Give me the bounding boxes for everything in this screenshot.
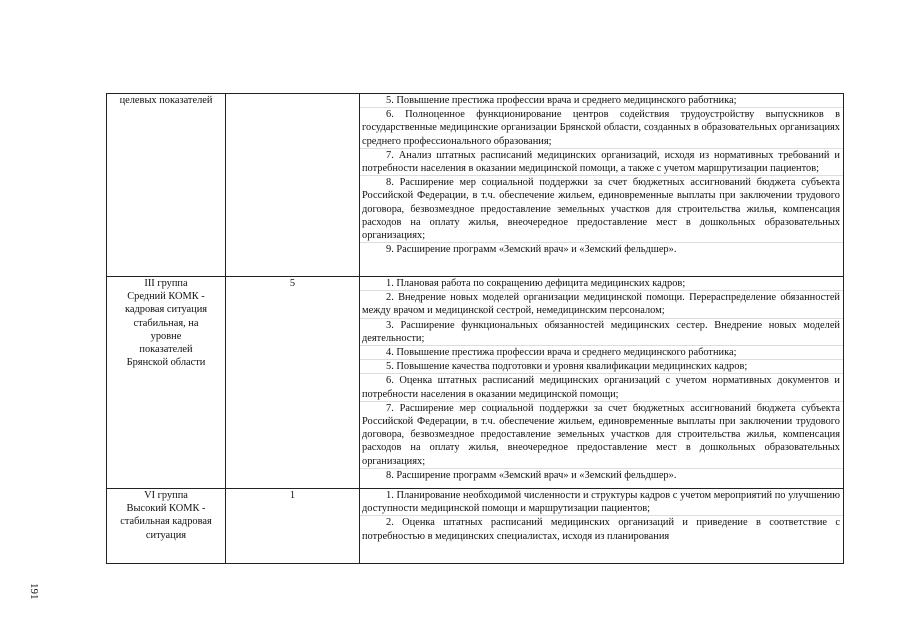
measure-item: 5. Повышение качества подготовки и уровня квалификации медицинских кадров; bbox=[360, 360, 843, 374]
measures-cell bbox=[360, 277, 844, 489]
table-body bbox=[107, 94, 844, 564]
group-label bbox=[107, 489, 225, 542]
group-label-line: кадровая ситуация bbox=[124, 304, 208, 316]
group-label-line: стабильная кадровая bbox=[120, 516, 212, 528]
organization-count-cell bbox=[226, 277, 360, 489]
measure-item: 1. Планирование необходимой численности и структуры кадров с учетом мероприятий по улучшению доступности медицинской помощи и маршрутизации пациентов; bbox=[360, 489, 843, 516]
measure-item: 7. Анализ штатных расписаний медицинских организаций, исходя из нормативных требований и потребности населения в оказании медицинской помощи, а также с учетом маршрутизации пациентов; bbox=[360, 149, 843, 176]
group-label-line: показателей bbox=[139, 344, 193, 356]
organization-count: 5 bbox=[289, 278, 296, 289]
page-number bbox=[27, 583, 41, 603]
page-number-text: 191 bbox=[28, 583, 40, 600]
group-label-line: Высокий КОМК - bbox=[126, 503, 206, 515]
measures-cell bbox=[360, 94, 844, 277]
group-cell bbox=[107, 277, 226, 489]
measure-item: 6. Оценка штатных расписаний медицинских организаций с учетом нормативных документов и потребности населения в оказании медицинской помощи; bbox=[360, 374, 843, 401]
group-label-line: Средний КОМК - bbox=[127, 291, 205, 303]
organization-count: 1 bbox=[289, 490, 296, 501]
group-label-line: VI группа bbox=[144, 490, 188, 501]
measure-item: 2. Внедрение новых моделей организации медицинской помощи. Перераспределение обязанностей между врачом и медицинской сестрой, немедицинским персоналом; bbox=[360, 291, 843, 318]
measure-item: 8. Расширение программ «Земский врач» и «Земский фельдшер». bbox=[386, 469, 677, 481]
measures-cell bbox=[360, 489, 844, 564]
staffing-measures-table bbox=[106, 93, 844, 564]
measure-item: 8. Расширение мер социальной поддержки за счет бюджетных ассигнований бюджета субъекта Российской Федерации, в т.ч. обеспечение жильем, единовременные выплаты при заключении трудового договора, безвозмездное предоставление земельных участков для строительства жилья, компенсация расходов на оплату жилья, внеочередное предоставление мест в дошкольных образовательных организациях; bbox=[360, 176, 843, 243]
measure-item: 6. Полноценное функционирование центров содействия трудоустройству выпускников в государственные медицинские организации Брянской области, созданных в образовательных организациях среднего профессионального образования; bbox=[360, 108, 843, 149]
measure-item: 7. Расширение мер социальной поддержки за счет бюджетных ассигнований бюджета субъекта Российской Федерации, в т.ч. обеспечение жильем, единовременные выплаты при заключении трудового договора, безвозмездное предоставление земельных участков для строительства жилья, компенсация расходов на оплату жилья, внеочередное предоставление мест в дошкольных образовательных организациях; bbox=[360, 402, 843, 469]
measure-item: 3. Расширение функциональных обязанностей медицинских сестер. Внедрение новых моделей деятельности; bbox=[360, 319, 843, 346]
group-label-line: III группа bbox=[144, 278, 188, 289]
measure-item: 5. Повышение престижа профессии врача и среднего медицинского работника; bbox=[360, 94, 843, 108]
measure-item: 9. Расширение программ «Земский врач» и «Земский фельдшер». bbox=[386, 244, 677, 256]
table-row bbox=[107, 94, 844, 277]
measure-item: 2. Оценка штатных расписаний медицинских организаций и приведение в соответствие с потребностью в медицинских специалистах, исходя из планирования bbox=[362, 517, 840, 542]
measure-item: 1. Плановая работа по сокращению дефицита медицинских кадров; bbox=[360, 277, 843, 291]
group-label-line: ситуация bbox=[145, 529, 187, 541]
group-cell bbox=[107, 489, 226, 564]
group-label bbox=[107, 277, 225, 369]
table-row bbox=[107, 277, 844, 489]
table-row bbox=[107, 489, 844, 564]
group-label-line: целевых показателей bbox=[119, 95, 213, 106]
organization-count-cell bbox=[226, 489, 360, 564]
group-cell bbox=[107, 94, 226, 277]
measure-item: 4. Повышение престижа профессии врача и среднего медицинского работника; bbox=[360, 346, 843, 360]
group-label bbox=[107, 94, 225, 107]
group-label-line: Брянской области bbox=[126, 357, 206, 369]
group-label-line: стабильная, на bbox=[133, 317, 199, 329]
organization-count-cell bbox=[226, 94, 360, 277]
group-label-line: уровне bbox=[150, 330, 182, 342]
